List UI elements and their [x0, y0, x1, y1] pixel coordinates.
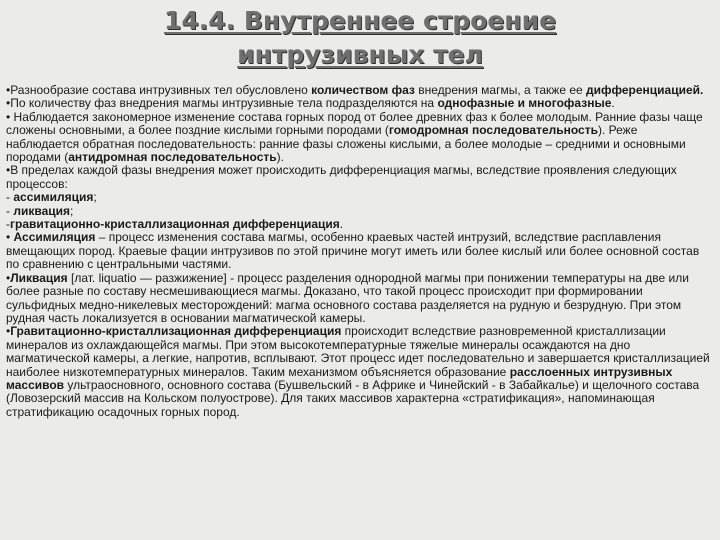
bold-term: Ассимиляция — [13, 230, 96, 245]
list-item-gravity — [6, 218, 710, 231]
bold-term: ассимиляция — [13, 190, 94, 205]
content-body — [6, 84, 710, 419]
bold-term: однофазные и многофазные — [437, 96, 612, 111]
bold-term: количеством фаз — [311, 83, 415, 97]
paragraph-gravity — [6, 325, 710, 419]
text: ; — [93, 190, 97, 205]
paragraph-diversity — [6, 84, 710, 97]
text: ; — [70, 203, 74, 218]
title-line-1: 14.4. Внутреннее строение — [163, 6, 557, 35]
text: - — [6, 203, 14, 218]
bold-term: гравитационно-кристаллизационная дифференциация — [10, 217, 340, 232]
text: •Разнообразие состава интрузивных тел обусловлено — [6, 83, 312, 97]
paragraph-phases — [6, 97, 710, 110]
text: - — [6, 190, 14, 205]
text: ). Реже наблюдается обратная последовательность: ранние фазы сложены кислыми, а более молодые – средними и основными породами ( — [6, 123, 686, 165]
text: • — [6, 324, 11, 339]
text: • — [6, 270, 11, 285]
paragraph-assimilation — [6, 231, 710, 271]
paragraph-differentiation: •В пределах каждой фазы внедрения может происходить дифференциация магмы, вследствие проявления следующих процессов: — [6, 163, 677, 191]
page-title — [0, 4, 720, 72]
list-item-liquation — [6, 205, 710, 218]
text: происходит вследствие разновременной кристаллизации минералов из охлаждающейся магмы. При этом высокотемпературные тяжелые минералы осаждаются на дно магматической камеры, а легкие, напротив, всплывают. Этот процесс идет последовательно и завершается кристаллизацией наиболее низкотемпературных минералов. Таким механизмом объясняется образование — [6, 324, 710, 379]
bold-term: гомодромная последовательность — [388, 123, 598, 138]
text: - — [6, 217, 10, 232]
list-item-assimilation — [6, 191, 710, 204]
text: внедрения магмы, а также ее — [414, 83, 587, 97]
text: . — [339, 217, 344, 232]
text: • — [6, 230, 14, 245]
bold-term: расслоенных интрузивных массивов — [6, 364, 673, 392]
bold-term: Гравитационно-кристаллизационная дифференциация — [10, 324, 342, 339]
paragraph-sequence — [6, 111, 710, 165]
paragraph-liquation — [6, 272, 710, 326]
bold-term: Ликвация — [10, 270, 68, 285]
bold-term: ликвация — [13, 203, 70, 218]
text: ультраосновного, основного состава (Бушвельский - в Африке и Чинейский - в Забайкалье) и щелочного состава (Ловозерский массив на Кольском полуострове). Для таких массивов характерна «стратификация», напоминающая стратификацию осадочных горных пород. — [6, 377, 700, 419]
text: ). — [276, 150, 284, 165]
text: – процесс изменения состава магмы, особенно краевых частей интрузий, вследствие расплавления вмещающих пород. Краевые фации интрузивов по этой причине могут иметь или более кислый или более основной состав по сравнению с центральными частями. — [6, 230, 700, 272]
text: . — [611, 96, 615, 111]
text: [лат. liquatio — разжижение] - процесс разделения однородной магмы при понижении температуры на две или более разные по составу несмешивающиеся магмы. Доказано, что такой процесс происходит при формировании сульфидных медно-никелевых месторождений: магма основного состава разделяется на рудную и безрудную. При этом рудная часть локализуется в основании магматической камеры. — [6, 270, 689, 325]
bold-term: антидромная последовательность — [68, 150, 277, 165]
text: •По количеству фаз внедрения магмы интрузивные тела подразделяются на — [6, 96, 438, 111]
bold-term: дифференциацией. — [586, 83, 704, 97]
title-line-2: интрузивных тел — [237, 40, 483, 69]
text: • Наблюдается закономерное изменение состава горных пород от более древних фаз к более молодым. Ранние фазы чаще сложены основными, а более поздние кислыми горными породами ( — [6, 109, 703, 138]
